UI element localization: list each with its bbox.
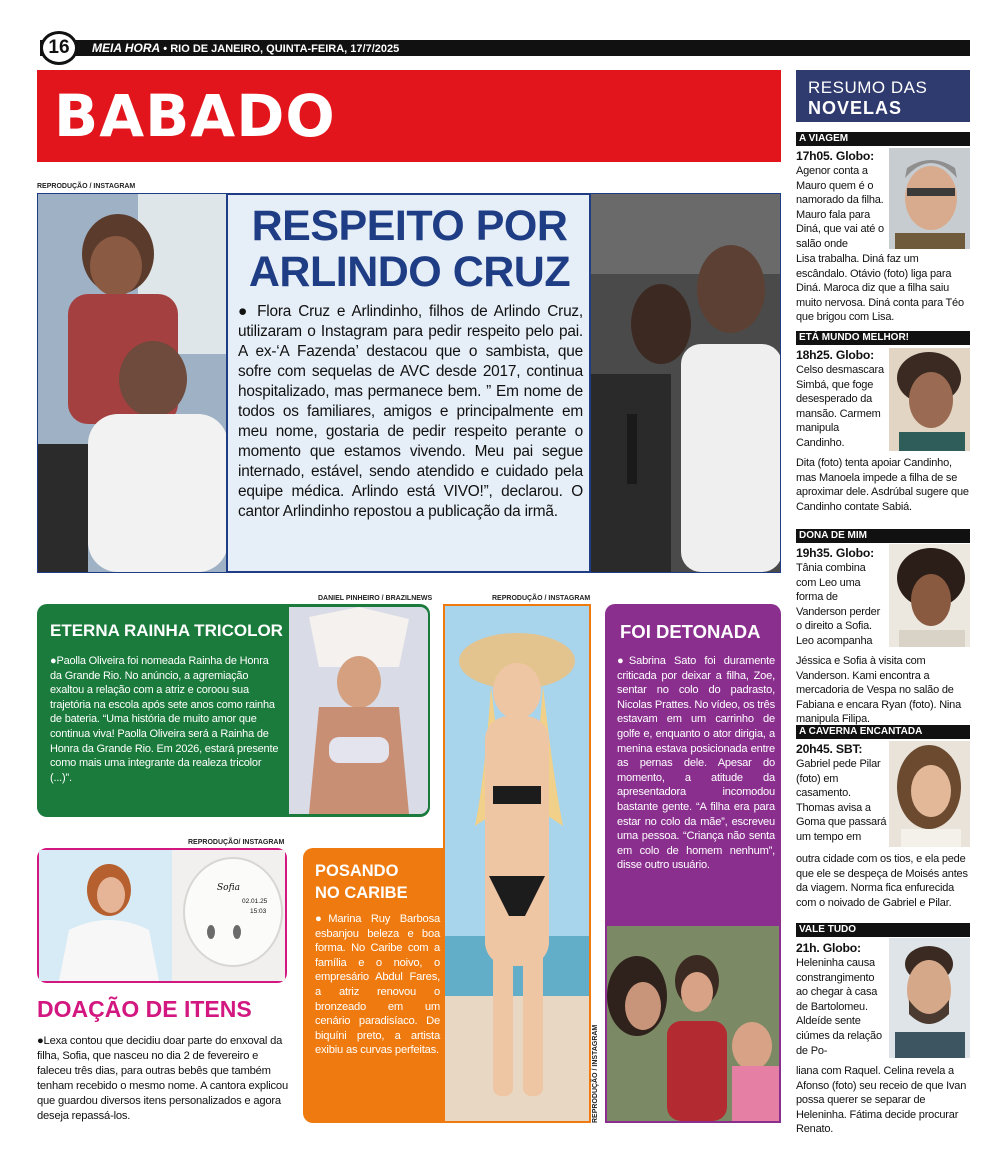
novela-text-part2: Dita (foto) tenta apoiar Candinho, mas Manoela impede a filha de se aproximar dele. Asdrúbal sugere que Candinho contate Sabiá. [796,457,969,513]
photo-afonso-illustration [889,938,970,1058]
novela-text-part1: Agenor conta a Mauro quem é o namorado da filha. Mauro fala para Diná, que vai até o salão onde [796,165,884,250]
photo-paolla-oliveira [289,607,428,814]
novela-text-part1: Tânia combina com Leo uma forma de Vanderson perder o direito a Sofia. Leo acompanha [796,562,881,647]
photo-dita-illustration [889,348,970,451]
novela-text-part2: outra cidade com os tios, e ela pede que ele se despeça de Moisés antes da viagem. Norma fica enfurecida com o noivado de Gabriel e Pilar. [796,853,968,909]
novela-name: VALE TUDO [796,923,970,937]
novela-summary [796,149,888,165]
novela-time: 19h35. Globo: [796,546,874,560]
footprint-right [233,925,241,939]
photo-pilar-illustration [889,741,970,847]
photo-credit-posando: REPRODUÇÃO / INSTAGRAM [492,595,591,602]
plate-name: Sofia [217,883,240,893]
photo-otavio [889,148,970,249]
page-number: 16 [40,31,78,65]
folio-line [92,41,399,56]
doacao-body: ●Lexa contou que decidiu doar parte do enxoval da filha, Sofia, que nasceu no dia 2 de fevereiro e faleceu três dias, para outras bebês que também tenham recebido o mesmo nome. A cantora explicou que guardou diversos itens personalizados e agora deseja repassá-los. [37,1035,288,1122]
photo-credit-detonada: REPRODUÇÃO / INSTAGRAM [592,1024,599,1123]
novela-time: 20h45. SBT: [796,742,863,756]
novela-time: 18h25. Globo: [796,348,874,362]
doacao-headline: DOAÇÃO DE ITENS [37,996,252,1022]
footprint-left [207,925,215,939]
plate-time: 15:03 [250,908,267,915]
photo-flora-illustration [38,194,228,572]
photo-sabrina-sato [605,924,781,1123]
posando-headline-line2: NO CARIBE [315,884,408,902]
photo-pilar [889,741,970,847]
posando-headline [315,860,408,904]
photo-flora-arlindo [38,194,228,572]
photo-credit-main: REPRODUÇÃO / INSTAGRAM [37,183,136,190]
photo-arlindinho-arlindo [589,194,780,572]
photo-marina-illustration [445,606,589,1121]
footprint-plate [183,857,283,967]
photo-dita [889,348,970,451]
photo-ryan-illustration [889,544,970,647]
photo-marina-ruy-barbosa [443,604,591,1123]
photo-afonso [889,938,970,1058]
novela-text-part1: Gabriel pede Pilar (foto) em casamento. Thomas avisa a Goma que passará um tempo em [796,758,887,843]
novela-name: DONA DE MIM [796,529,970,543]
photo-ryan [889,544,970,647]
novela-text-part1: Heleninha causa constrangimento ao chegar à casa de Bartolomeu. Aldeíde sente ciúmes da relação de Po- [796,957,882,1057]
main-story-body: ● Flora Cruz e Arlindinho, filhos de Arlindo Cruz, utilizaram o Instagram para pedir respeito pelo pai. A ex-‘A Fazenda’ destacou que o sambista, que sofre com sequelas de AVC desde 2017, continua hospitalizado, mas permanece bem. ” Em nome de todos os familiares, amigos e principalmente em meu nome, gostaria de pedir respeito perante o momento que estamos vivendo. Meu pai segue internado, estável, sendo atendido e cuidado pela equipe médica. Arlindo está VIVO!”, declarou. O cantor Arlindinho repostou a publicação da irmã. [238,303,583,520]
novela-time: 17h05. Globo: [796,149,874,163]
detonada-headline: FOI DETONADA [620,621,761,642]
main-story-headline [232,203,587,295]
photo-credit-doacao: REPRODUÇÃO/ INSTAGRAM [188,839,285,846]
novela-text-part2: Lisa trabalha. Diná faz um escândalo. Otávio (foto) liga para Diná. Maroca diz que a filha saiu muito nervosa. Diná conta para Téo que brigou com Lisa. [796,253,964,324]
headline-line1: RESPEITO POR [251,202,568,250]
section-title: BABADO [54,82,336,150]
plate-date: 02.01.25 [242,898,268,905]
photo-sabrina-illustration [607,926,779,1121]
photo-credit-rainha: DANIEL PINHEIRO / BRAZILNEWS [318,595,433,602]
posando-body: ●Marina Ruy Barbosa esbanjou beleza e boa forma. No Caribe com a família e o noivo, o empresário Abdul Fares, a atriz renovou o bronzeado em um cenário paradisíaco. De biquíni preto, a artista exibiu as curvas perfeitas. [315,913,440,1057]
photo-lexa [39,850,172,981]
novela-name: A VIAGEM [796,132,970,146]
novela-name: A CAVERNA ENCANTADA [796,725,970,739]
novela-text-part2: Jéssica e Sofia à visita com Vanderson. Kami encontra a mercadoria de Vespa no salão de Fabiana e encara Ryan (foto). Nina manipula Filipa. [796,655,962,726]
novela-name: ETÁ MUNDO MELHOR! [796,331,970,345]
resumo-title-line1: RESUMO DAS [808,78,928,97]
paper-name: MEIA HORA [92,41,161,55]
headline-line2: ARLINDO CRUZ [248,248,571,296]
posando-headline-line1: POSANDO [315,862,399,880]
detonada-body: ●Sabrina Sato foi duramente criticada por deixar a filha, Zoe, sentar no colo do padrasto, Nicolas Prattes. No vídeo, os três estavam em um carrinho de golfe e, enquanto o ator dirigia, a menina estava posicionada entre as pernas dele. Apesar do momento, a atitude da apresentadora incomodou bastante gente. “A filha era para estar no colo da mãe”, escreveu uma pessoa. “Criança não senta em colo de homem nenhum”, disse outro usuário. [617,655,775,872]
rainha-body: ●Paolla Oliveira foi nomeada Rainha de Honra da Grande Rio. No anúncio, a agremiação exaltou a relação com a atriz e coroou sua trajetória na escola após sete anos como rainha de bateria. “Uma história de muito amor que continua viva! Paolla Oliveira será a Rainha de Honra da Grande Rio. Em 2026, estará presente como mais uma integrante da realeza tricolor (...)”. [50,655,279,784]
photo-arlindo-illustration [591,194,780,572]
photo-paolla-illustration [289,607,428,814]
novela-text-part1: Celso desmascara Simbá, que foge desesperado da mansão. Carmem manipula Candinho. [796,364,884,449]
photo-lexa-illustration [39,850,172,981]
resumo-title-line2: NOVELAS [808,98,903,118]
photo-otavio-illustration [889,148,970,249]
rainha-headline: ETERNA RAINHA TRICOLOR [50,621,283,640]
novela-text-part2: liana com Raquel. Celina revela a Afonso (foto) seu receio de que Ivan possa querer se separar de Heleninha. Fátima decide procurar Renato. [796,1065,967,1136]
dateline: • RIO DE JANEIRO, QUINTA-FEIRA, 17/7/2025 [163,43,400,55]
novela-time: 21h. Globo: [796,941,861,955]
